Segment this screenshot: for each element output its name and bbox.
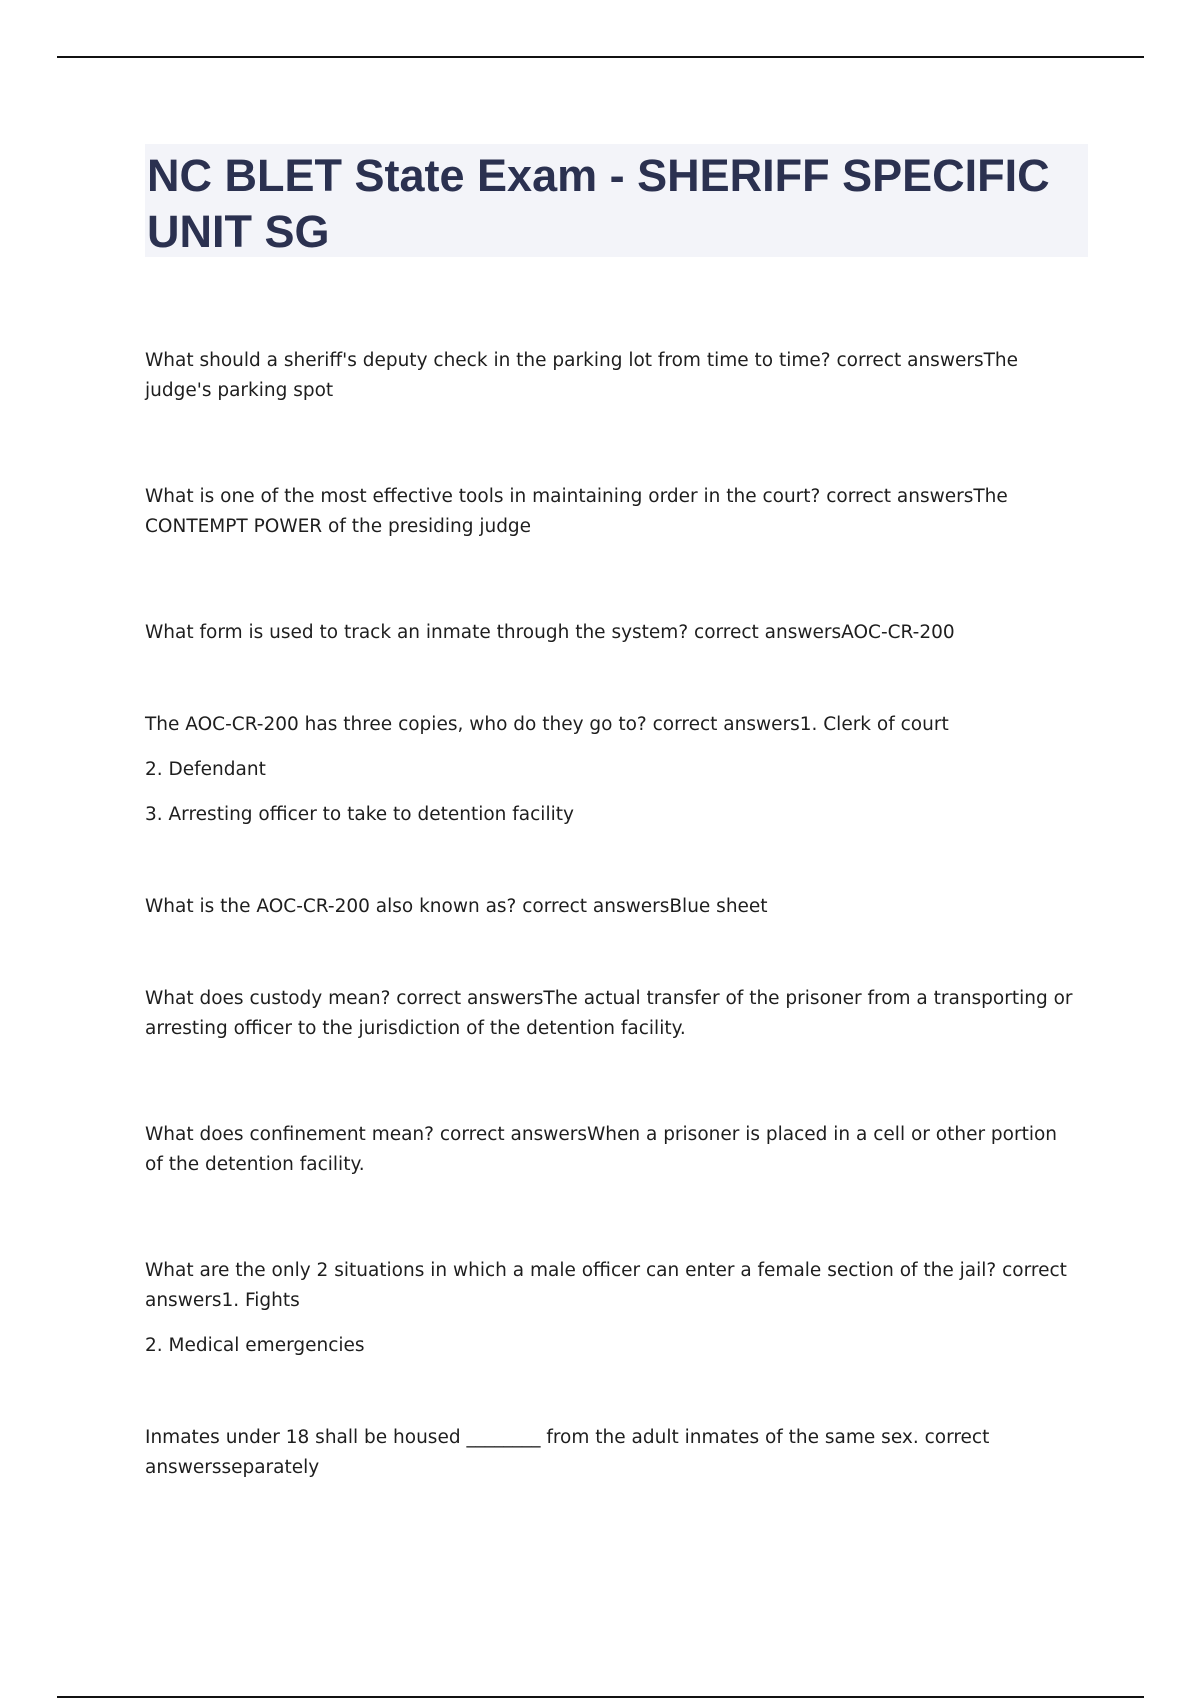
qa-text: What does custody mean? correct answersThe actual transfer of the prisoner from a transporting or arresting officer to the jurisdiction of the detention facility. (145, 988, 1073, 1039)
qa-text: What does confinement mean? correct answersWhen a prisoner is placed in a cell or other portion of the detention facility. (145, 1124, 1058, 1175)
qa-entry-8 (145, 1256, 1075, 1361)
qa-entry-6 (145, 984, 1075, 1044)
qa-list-item: 3. Arresting officer to take to detention facility (145, 804, 574, 825)
qa-entry-7 (145, 1120, 1075, 1180)
qa-entry-3 (145, 618, 1075, 648)
footer-rule (57, 1696, 1144, 1698)
header-rule (57, 56, 1144, 58)
qa-text: What should a sheriff's deputy check in the parking lot from time to time? correct answersThe judge's parking spot (145, 350, 1018, 401)
qa-entry-4 (145, 710, 1075, 830)
qa-list-item: 2. Defendant (145, 759, 266, 780)
qa-list (145, 346, 1075, 1559)
qa-entry-9 (145, 1423, 1075, 1483)
qa-list-item: 2. Medical emergencies (145, 1335, 365, 1356)
document-title: NC BLET State Exam - SHERIFF SPECIFIC UNIT SG (147, 150, 1050, 257)
qa-entry-1 (145, 346, 1075, 406)
qa-text: What are the only 2 situations in which a male officer can enter a female section of the jail? correct answers1. Fights (145, 1260, 1067, 1311)
qa-entry-2 (145, 482, 1075, 542)
qa-entry-5 (145, 892, 1075, 922)
qa-text: Inmates under 18 shall be housed ________ from the adult inmates of the same sex. correct answersseparately (145, 1427, 990, 1478)
qa-text: What is the AOC-CR-200 also known as? correct answersBlue sheet (145, 896, 768, 917)
qa-text: What is one of the most effective tools in maintaining order in the court? correct answersThe CONTEMPT POWER of the presiding judge (145, 486, 1008, 537)
title-banner (145, 144, 1088, 257)
qa-text: The AOC-CR-200 has three copies, who do they go to? correct answers1. Clerk of court (145, 714, 949, 735)
qa-text: What form is used to track an inmate through the system? correct answersAOC-CR-200 (145, 622, 955, 643)
